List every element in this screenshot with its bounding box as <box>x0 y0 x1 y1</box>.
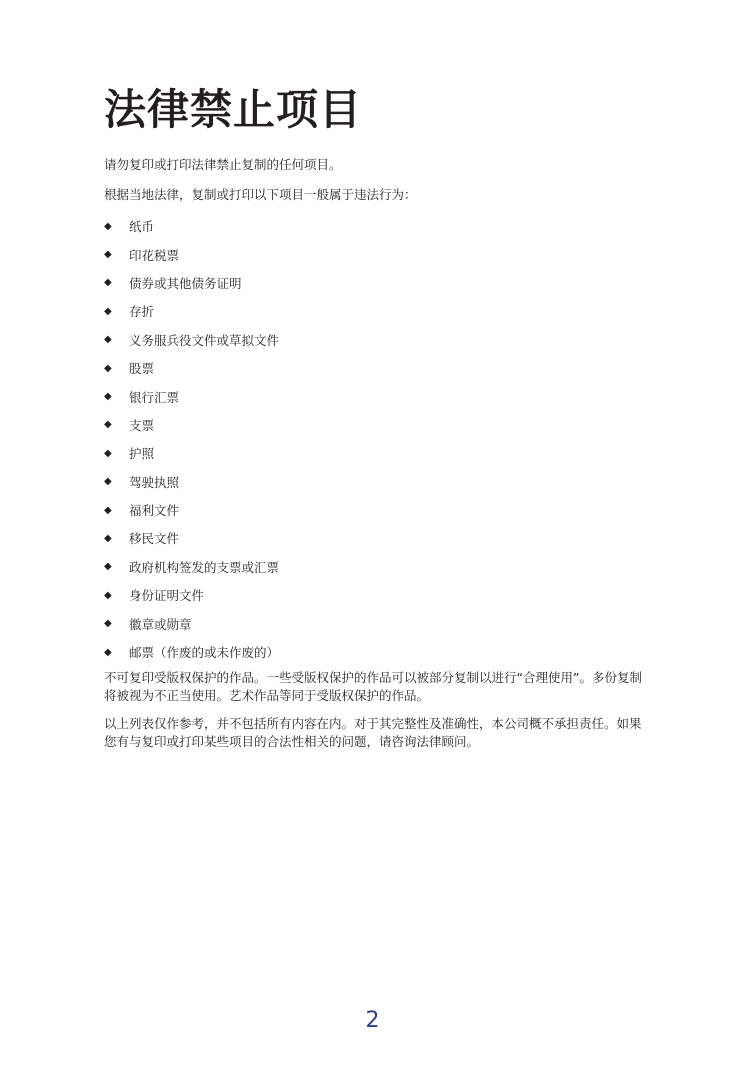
list-item-label: 存折 <box>129 304 155 320</box>
list-item <box>104 524 279 552</box>
list-item <box>104 269 279 297</box>
diamond-bullet-icon: ◆ <box>104 334 112 346</box>
list-item-label: 支票 <box>129 417 155 433</box>
list-item-label: 移民文件 <box>129 531 180 547</box>
diamond-bullet-icon: ◆ <box>104 249 112 261</box>
diamond-bullet-icon: ◆ <box>104 419 112 431</box>
diamond-bullet-icon: ◆ <box>104 305 112 317</box>
list-item-label: 义务服兵役文件或草拟文件 <box>129 332 280 348</box>
list-item <box>104 382 279 410</box>
list-item <box>104 411 279 439</box>
diamond-bullet-icon: ◆ <box>104 504 112 516</box>
list-item-label: 印花税票 <box>129 247 180 263</box>
diamond-bullet-icon: ◆ <box>104 532 112 544</box>
diamond-bullet-icon: ◆ <box>104 618 112 630</box>
diamond-bullet-icon: ◆ <box>104 476 112 488</box>
page-number: 2 <box>365 1008 380 1033</box>
diamond-bullet-icon: ◆ <box>104 220 112 232</box>
list-item-label: 福利文件 <box>129 503 180 519</box>
list-item-label: 股票 <box>129 361 155 377</box>
list-item <box>104 439 279 467</box>
list-item <box>104 326 279 354</box>
list-item-label: 银行汇票 <box>129 389 180 405</box>
list-item <box>104 354 279 382</box>
list-item-label: 护照 <box>129 446 155 462</box>
page-title: 法律禁止项目 <box>104 85 363 134</box>
list-item-label: 政府机构签发的支票或汇票 <box>129 559 280 575</box>
list-item-label: 徽章或勋章 <box>129 616 192 632</box>
diamond-bullet-icon: ◆ <box>104 646 112 658</box>
list-item <box>104 581 279 609</box>
disclaimer-paragraph: 以上列表仅作参考，并不包括所有内容在内。对于其完整性及准确性，本公司概不承担责任。如果您有与复印或打印某些项目的合法性相关的问题，请咨询法律顾问。 <box>104 716 642 749</box>
list-item <box>104 609 279 637</box>
diamond-bullet-icon: ◆ <box>104 589 112 601</box>
diamond-bullet-icon: ◆ <box>104 391 112 403</box>
list-item-label: 身份证明文件 <box>129 588 205 604</box>
list-item <box>104 496 279 524</box>
list-item <box>104 297 279 325</box>
lead-text: 根据当地法律，复制或打印以下项目一般属于违法行为： <box>104 187 417 202</box>
prohibited-items-list <box>104 212 279 666</box>
diamond-bullet-icon: ◆ <box>104 447 112 459</box>
list-item <box>104 240 279 268</box>
copyright-paragraph: 不可复印受版权保护的作品。一些受版权保护的作品可以被部分复制以进行“合理使用”。多份复制将被视为不正当使用。艺术作品等同于受版权保护的作品。 <box>104 670 642 703</box>
list-item <box>104 638 279 666</box>
list-item-label: 邮票（作废的或未作废的） <box>129 645 280 661</box>
list-item <box>104 212 279 240</box>
diamond-bullet-icon: ◆ <box>104 362 112 374</box>
list-item <box>104 468 279 496</box>
intro-text: 请勿复印或打印法律禁止复制的任何项目。 <box>104 157 342 172</box>
diamond-bullet-icon: ◆ <box>104 561 112 573</box>
list-item-label: 纸币 <box>129 219 155 235</box>
list-item-label: 债券或其他债务证明 <box>129 275 242 291</box>
diamond-bullet-icon: ◆ <box>104 277 112 289</box>
list-item <box>104 553 279 581</box>
list-item-label: 驾驶执照 <box>129 474 180 490</box>
